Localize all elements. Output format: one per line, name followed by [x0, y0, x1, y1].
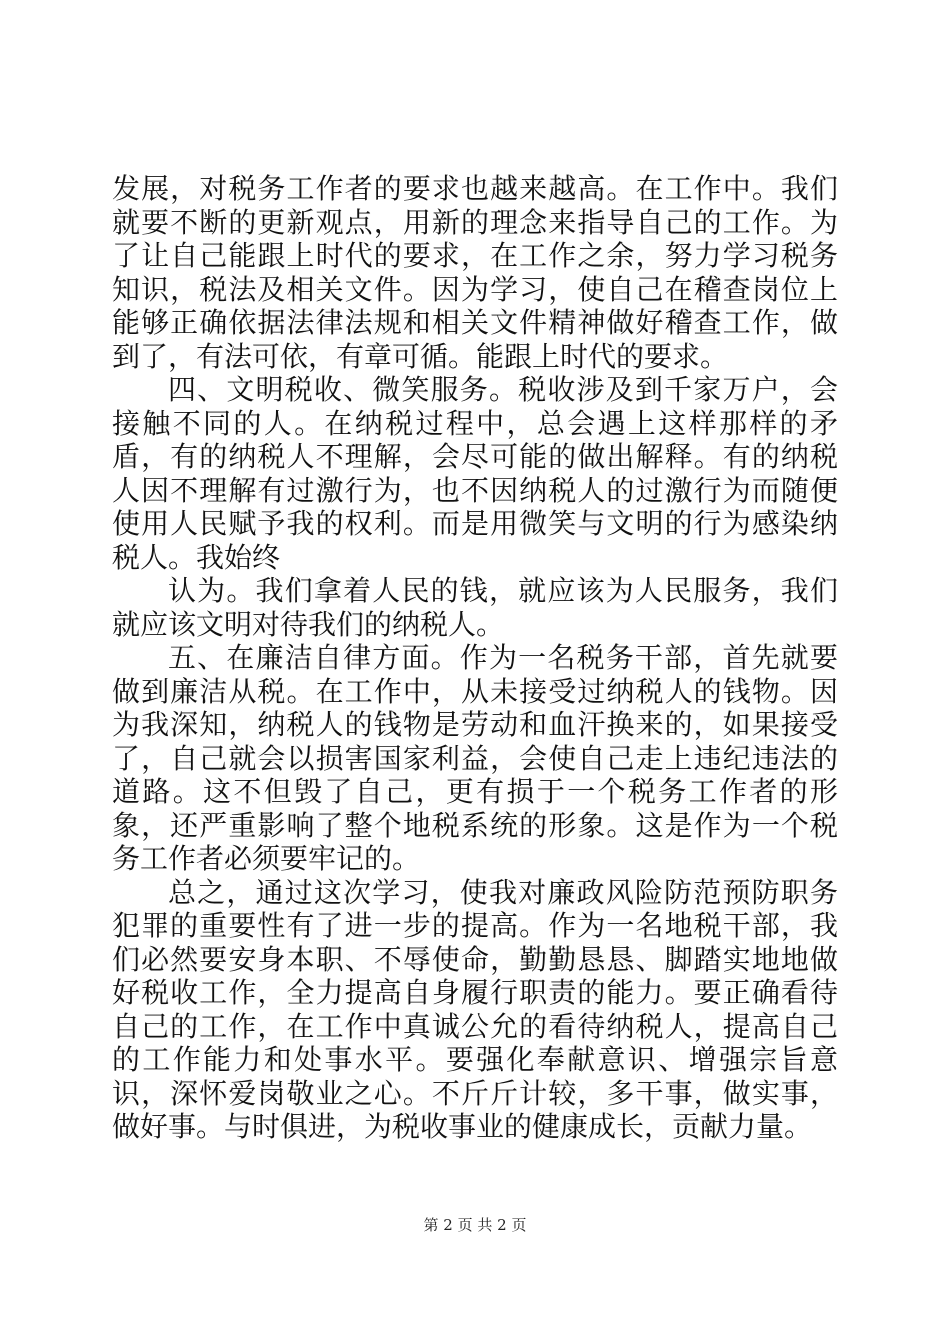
paragraph-integrity-self-discipline: 五、在廉洁自律方面。作为一名税务干部，首先就要做到廉洁从税。在工作中，从未接受过纳税人的钱物。因为我深知，纳税人的钱物是劳动和血汗换来的，如果接受了，自己就会以损害国家利益，会使自己走上违纪违法的道路。这不但毁了自己，更有损于一个税务工作者的形象，还严重影响了整个地税系统的形象。这是作为一个税务工作者必须要牢记的。	[112, 641, 838, 875]
document-body	[112, 172, 838, 1144]
page-number-footer: 第 2 页 共 2 页	[423, 1216, 527, 1234]
paragraph-conclusion: 总之，通过这次学习，使我对廉政风险防范预防职务犯罪的重要性有了进一步的提高。作为一名地税干部，我们必然要安身本职、不辱使命，勤勤恳恳、脚踏实地地做好税收工作，全力提高自身履行职责的能力。要正确看待自己的工作，在工作中真诚公允的看待纳税人，提高自己的工作能力和处事水平。要强化奉献意识、增强宗旨意识，深怀爱岗敬业之心。不斤斤计较，多干事，做实事，做好事。与时俱进，为税收事业的健康成长，贡献力量。	[112, 875, 838, 1143]
paragraph-serve-people: 认为。我们拿着人民的钱，就应该为人民服务，我们就应该文明对待我们的纳税人。	[112, 574, 838, 641]
paragraph-civilized-tax-service: 四、文明税收、微笑服务。税收涉及到千家万户，会接触不同的人。在纳税过程中，总会遇上这样那样的矛盾，有的纳税人不理解，会尽可能的做出解释。有的纳税人因不理解有过激行为，也不因纳税人的过激行为而随便使用人民赋予我的权利。而是用微笑与文明的行为感染纳税人。我始终	[112, 373, 838, 574]
paragraph-continuation: 发展，对税务工作者的要求也越来越高。在工作中。我们就要不断的更新观点，用新的理念来指导自己的工作。为了让自己能跟上时代的要求，在工作之余，努力学习税务知识，税法及相关文件。因为学习，使自己在稽查岗位上能够正确依据法律法规和相关文件精神做好稽查工作，做到了，有法可依，有章可循。能跟上时代的要求。	[112, 172, 838, 373]
